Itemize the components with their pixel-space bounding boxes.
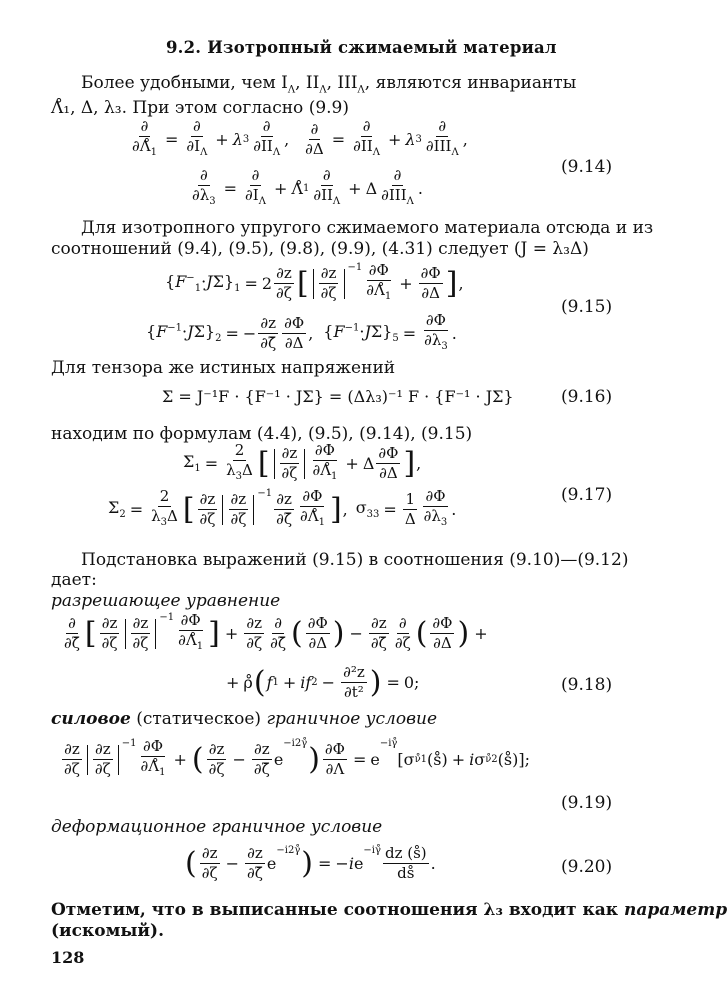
section-title: 9.2. Изотропный сжимаемый материал [166,38,557,57]
p1-text-c: , III [326,73,358,93]
paragraph-2-line-1: Для изотропного упругого сжимаемого материала отсюда и из [81,218,654,238]
p1-sub-c: Λ [357,84,365,96]
label-resolving-equation: разрешающее уравнение [51,591,281,611]
equation-9-17-line-1: $\Sigma_1$ = $\frac{2}{\lambda_3\Delta}$ [ $\frac{\partial z}{\partial\zeta}$ $\frac{\partial\Phi}{\partial\Lambdå_1}$ + Δ $\frac{\partial\Phi}{\partial\Delta}$ ] , [183,441,422,482]
equation-9-20: ( $\frac{\partial z}{\partial\zeta}$ − $\frac{\partial z}{\partial\zetā}$ e $^{-i2\gammå}$ ) = − i e $^{-i\gammå}$ $\frac{dz (s̊)}{ds̊}$ . [185,844,436,882]
equation-9-18-line-2: + ρ̊ ( f 1 + if 2 − $\frac{\text{∂²z}}{\text{∂t²}}$ ) = 0; [226,663,420,701]
equation-9-15-line-1: $\{F^-_1\cdot J\Sigma\}_1$ = 2 $\frac{\partial z}{\partial\zeta}$ [ $\frac{\partial z}{\partial\zeta}$ $^{-1}$ $\frac{\partial\Phi}{\partial\Lambdå_1}$ + $\frac{\partial\Phi}{\partial\Delta}$ ] , [165,261,464,302]
p1-text-b: , II [295,73,320,93]
p1-sub-b: Λ [319,84,327,96]
equation-number-9-16: (9.16) [561,387,613,407]
paragraph-1-line-1 [81,73,576,100]
p1-text-a: Более удобными, чем I [81,73,288,93]
paragraph-4: находим по формулам (4.4), (9.5), (9.14), (9.15) [51,424,473,444]
label-force-rest: (статическое) [130,709,267,729]
final-paragraph-line-2: (искомый). [51,921,164,941]
equation-number-9-15: (9.15) [561,297,613,317]
label-force-bold: силовое [51,709,131,729]
label-deformation-boundary: деформационное граничное условие [51,817,383,837]
paragraph-2-line-2: соотношений (9.4), (9.5), (9.8), (9.9), (4.31) следует (J = λ₃Δ) [51,239,589,259]
equation-number-9-18: (9.18) [561,675,613,695]
p1-sub-a: Λ [287,84,296,96]
p1-text-d: , являются инварианты [364,73,577,93]
final-text: Отметим, что в выписанные соотношения λ₃ входит как [51,900,624,920]
equation-9-14-line-1: $\frac{\partial}{\partial\Lambdå_1}$ = $\frac{\partial}{\partial I_\Lambda}$ + λ 3 $\frac{\partial}{\partial II_\Lambda}$ , $\frac{\partial}{\partial\Delta}$ = $\frac{\partial}{\partial II_\Lambda}$ + λ 3 $\frac{\partial}{\partial III_\Lambda}$ , [132,117,468,158]
equation-9-14-line-2: $\frac{\partial}{\partial\lambda_3}$ = $\frac{\partial}{\partial I_\Lambda}$ + Λ̊ 1 $\frac{\partial}{\partial II_\Lambda}$ + Δ $\frac{\partial}{\partial III_\Lambda}$ . [192,166,423,207]
equation-9-18-line-1: $\frac{\partial}{\partial\zetā}$ [ $\frac{\partial z}{\partial\zeta}$ $\frac{\partial z}{\partial\zeta}$ $^{-1}$ $\frac{\partial\Phi}{\partial\Lambdå_1}$ ] + $\frac{\partial z}{\partial\zeta}$ $\frac{\partial}{\partial\zetā}$ ( $\frac{\partial\Phi}{\partial\Delta}$ ) − $\frac{\partial z}{\partial\zetā}$ $\frac{\partial}{\partial\zeta}$ ( $\frac{\partial\Phi}{\partial\Delta}$ ) + [64,611,488,652]
equation-number-9-14: (9.14) [561,157,613,177]
page-number: 128 [51,948,85,967]
equation-number-9-19: (9.19) [561,793,613,813]
paragraph-5-line-2: дает: [51,570,97,590]
equation-9-16-formula: Σ = J⁻¹F · {F⁻¹ · JΣ} = (Δλ₃)⁻¹ F · {F⁻¹ · JΣ} [162,387,514,406]
paragraph-1-line-2: Λ̊₁, Δ, λ₃. При этом согласно (9.9) [51,98,349,118]
equation-number-9-17: (9.17) [561,485,613,505]
label-force-italic: граничное условие [266,709,438,729]
paragraph-3: Для тензора же истиных напряжений [51,358,396,378]
equation-number-9-20: (9.20) [561,857,613,877]
label-force-boundary [51,709,437,730]
equation-9-17-line-2: $\Sigma_2$ = $\frac{2}{\lambda_3\Delta}$ [ $\frac{\partial z}{\partial\zeta}$ $\frac{\partial z}{\partial\zeta}$ $^{-1}$ $\frac{\partial z}{\partial\zetā}$ $\frac{\partial\Phi}{\partial\Lambdå_1}$ ] , $\sigma_{33}$ = $\frac{1}{\Delta}$ $\frac{\partial\Phi}{\partial\lambda_3}$ . [108,487,457,528]
equation-9-19: $\frac{\partial z}{\partial\zeta}$ $\frac{\partial z}{\partial\zeta}$ $^{-1}$ $\frac{\partial\Phi}{\partial\Lambdå_1}$ + ( $\frac{\partial z}{\partial\zeta}$ − $\frac{\partial z}{\partial\zetā}$ e $^{-i2\gammå}$ ) $\frac{\partial\Phi}{\partial\Lambda}$ = e −iγ̊ [σ ν̊1 (s̊) + i σ ν̊2 (s̊)]; [64,737,530,778]
final-italic: параметр [623,900,727,920]
equation-9-15-line-2: $\{F^{-1}\cdot J\Sigma\}_2$ = − $\frac{\partial z}{\partial\zetā}$ $\frac{\partial\Phi}{\partial\Delta}$ , $\{F^{-1}\cdot J\Sigma\}_5$ = $\frac{\partial\Phi}{\partial\lambda_3}$ . [146,311,457,352]
paragraph-5-line-1: Подстановка выражений (9.15) в соотношения (9.10)—(9.12) [81,550,629,570]
final-paragraph-line-1 [51,900,727,921]
